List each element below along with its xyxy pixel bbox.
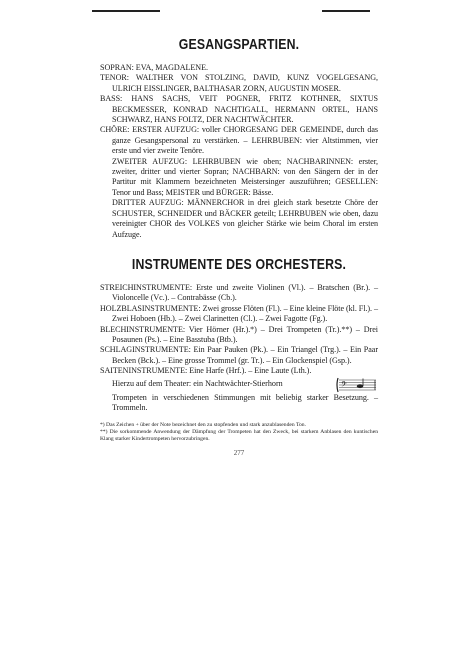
plucked-strings-entry: SAITENINSTRUMENTE: Eine Harfe (Hrf.). – Eine Laute (Lth.).	[100, 366, 312, 376]
choirs-act1-entry: CHÖRE: ERSTER AUFZUG: voller CHORGESANG DER GEMEINDE, durch das ganze Gesangspersonal zu verstärken. – LEHRBUBEN: vier Altstimmen, vier erste und vier zweite Tenöre.	[100, 125, 378, 156]
instruments-heading: INSTRUMENTE DES ORCHESTERS.	[131, 255, 347, 273]
footnote-trumpet-mute: **) Die sorkommende Anwendung der Dämpfung der Trompeten hat den Zweck, bei starkem Anblasen den kuntischen Klang starker Kindertrompeten hervorzubringen.	[100, 429, 378, 443]
percussion-entry: SCHLAGINSTRUMENTE: Ein Paar Pauken (Pk.). – Ein Triangel (Trg.). – Ein Paar Becken (Bck.). – Eine grosse Trommel (gr. Tr.). – Ein Glockenspiel (Gsp.).	[100, 345, 378, 365]
horn-note-staff-icon	[336, 377, 378, 393]
strings-entry: STREICHINSTRUMENTE: Erste und zweite Violinen (Vl.). – Bratschen (Br.). – Violoncelle (Vc.). – Contrabässe (Cb.).	[100, 282, 378, 303]
bass-entry: BASS: HANS SACHS, VEIT POGNER, FRITZ KOTHNER, SIXTUS BECKMESSER, KONRAD NACHTIGALL, HERMANN ORTEL, HANS SCHWARZ, HANS FOLTZ, DER NACHTWÄCHTER.	[100, 94, 378, 125]
choirs-act2-entry: ZWEITER AUFZUG: LEHRBUBEN wie oben; NACHBARINNEN: erster, zweiter, dritter und vierter Sopran; NACHBARN: von den Sängern der in der Partitur mit Klammern bezeichneten Meistersinger auszuführen; GESELLEN: Tenor und Bass; MEISTER und BÜRGER: Bässe.	[112, 156, 378, 197]
brass-entry: BLECHINSTRUMENTE: Vier Hörner (Hr.).*) – Drei Trompeten (Tr.).**) – Drei Posaunen (Ps.). – Eine Basstuba (Btb.).	[100, 324, 378, 344]
score-front-page	[100, 28, 378, 457]
stage-instruments-row	[100, 377, 378, 393]
stage-trumpets-entry: Trompeten in verschiedenen Stimmungen mit beliebig starker Besetzung. – Trommeln.	[112, 392, 378, 412]
stage-instruments-text: Hierzu auf dem Theater: ein Nachtwächter-Stierhorn	[112, 379, 283, 389]
footnotes	[100, 422, 378, 443]
scan-edge-right	[322, 10, 370, 12]
vocal-parts-heading: GESANGSPARTIEN.	[178, 36, 300, 53]
svg-text:𝄢: 𝄢	[341, 380, 347, 391]
page-number: 277	[233, 449, 245, 458]
footnote-stopped-horn: *) Das Zeichen + über der Note bezeichnet den zu stopfenden und stark anzublasenden Ton.	[100, 422, 306, 429]
woodwinds-entry: HOLZBLASINSTRUMENTE: Zwei grosse Flöten (Fl.). – Eine kleine Flöte (kl. Fl.). – Zwei Hoboen (Hb.). – Zwei Clarinetten (Cl.). – Zwei Fagotte (Fg.).	[100, 303, 378, 324]
choirs-act3-entry: DRITTER AUFZUG: MÄNNERCHOR in drei gleich stark besetzte Chöre der SCHUSTER, SCHNEIDER und BÄCKER geteilt; LEHRBUBEN wie oben, dazu vereinigter CHOR des VOLKES von gleicher Stärke wie beim Choral im ersten Aufzuge.	[112, 198, 378, 239]
tenor-entry: TENOR: WALTHER VON STOLZING, DAVID, KUNZ VOGELGESANG, ULRICH EISSLINGER, BALTHASAR ZORN, AUGUSTIN MOSER.	[100, 73, 378, 93]
soprano-entry: SOPRAN: EVA, MAGDALENE.	[100, 63, 208, 72]
scan-edge-left	[92, 10, 160, 12]
